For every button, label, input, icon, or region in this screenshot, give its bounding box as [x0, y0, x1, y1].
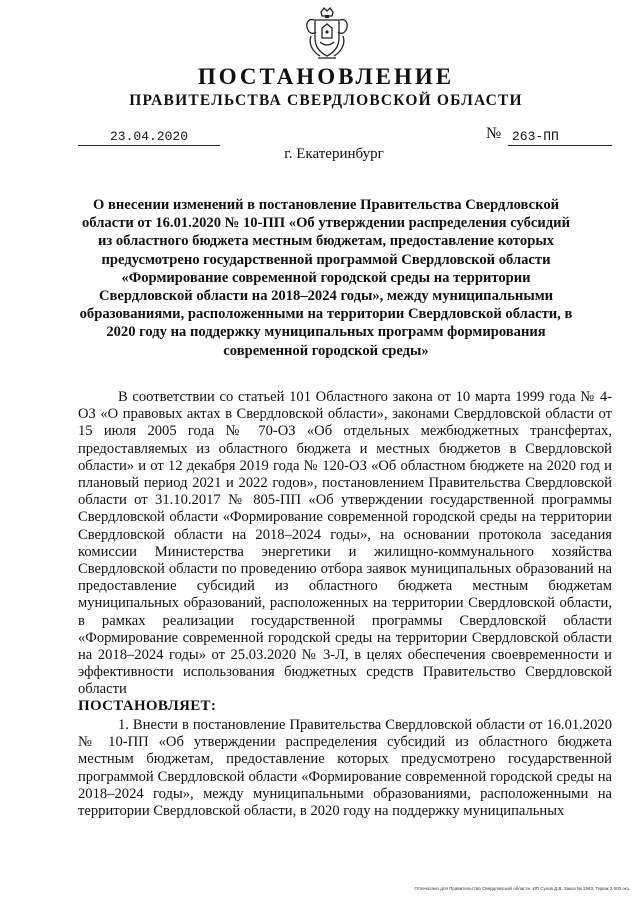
document-date: 23.04.2020: [109, 129, 188, 144]
date-field: [78, 127, 220, 146]
document-heading: О внесении изменений в постановление Правительства Свердловской области от 16.01.2020 № 10-ПП «Об утверждении распределения субсидий из областного бюджета местным бюджетам, предоставление которых предусмотрено государственной программой Свердловской области «Формирование современной городской среды на территории Свердловской области на 2018–2024 годы», между муниципальными образованиями, расположенными на территории Свердловской области, в 2020 году на поддержку муниципальных программ формирования современной городской среды»: [79, 197, 573, 359]
item-1-paragraph: 1. Внести в постановление Правительства Свердловской области от 16.01.2020 № 10-ПП «Об утверждении распределения субсидий из областного бюджета местным бюджетам, предоставление которых предусмотрено государственной программой Свердловской области «Формирование современной городской среды на 2018–2024 годы», между муниципальными образованиями, расположенными на территории Свердловской области, в 2020 году на поддержку муниципальных: [78, 717, 612, 820]
print-footer: Отпечатано для Правительства Свердловской области. ИП Сухов Д.В. Заказ № 1963. Тираж 2 000 экз.: [414, 886, 630, 891]
document-title: ПОСТАНОВЛЕНИЕ: [197, 64, 455, 89]
city: г. Екатеринбург: [284, 146, 384, 162]
number-sign: №: [486, 125, 502, 142]
document-number: 263-ПП: [512, 129, 559, 144]
preamble-paragraph: В соответствии со статьей 101 Областного закона от 10 марта 1999 года № 4-ОЗ «О правовых актах в Свердловской области», законами Свердловской области от 15 июля 2005 года № 70-ОЗ «Об отдельных межбюджетных трансфертах, предоставляемых из областного бюджета и местных бюджетов в Свердловской области» и от 12 декабря 2019 года № 120-ОЗ «Об областном бюджете на 2020 год и плановый период 2021 и 2022 годов», постановлением Правительства Свердловской области от 31.10.2017 № 805-ПП «Об утверждении государственной программы Свердловской области «Формирование современной городской среды на территории Свердловской области на 2018–2024 годы», на основании протокола заседания комиссии Министерства энергетики и жилищно-коммунального хозяйства Свердловской области по проведению отбора заявок муниципальных образований на предоставление субсидий из областного бюджета местным бюджетам муниципальных образований, расположенных на территории Свердловской области, в рамках реализации государственной программы Свердловской области «Формирование современной городской среды на территории Свердловской области на 2018–2024 годы» от 25.03.2020 № 3-Л, в целях обеспечения своевременности и эффективности использования бюджетных средств Правительство Свердловской области: [78, 389, 612, 698]
number-field: [508, 127, 612, 146]
coat-of-arms-emblem: [304, 6, 350, 62]
document-issuer: ПРАВИТЕЛЬСТВА СВЕРДЛОВСКОЙ ОБЛАСТИ: [129, 92, 523, 109]
resolve-word: ПОСТАНОВЛЯЕТ:: [78, 698, 217, 714]
